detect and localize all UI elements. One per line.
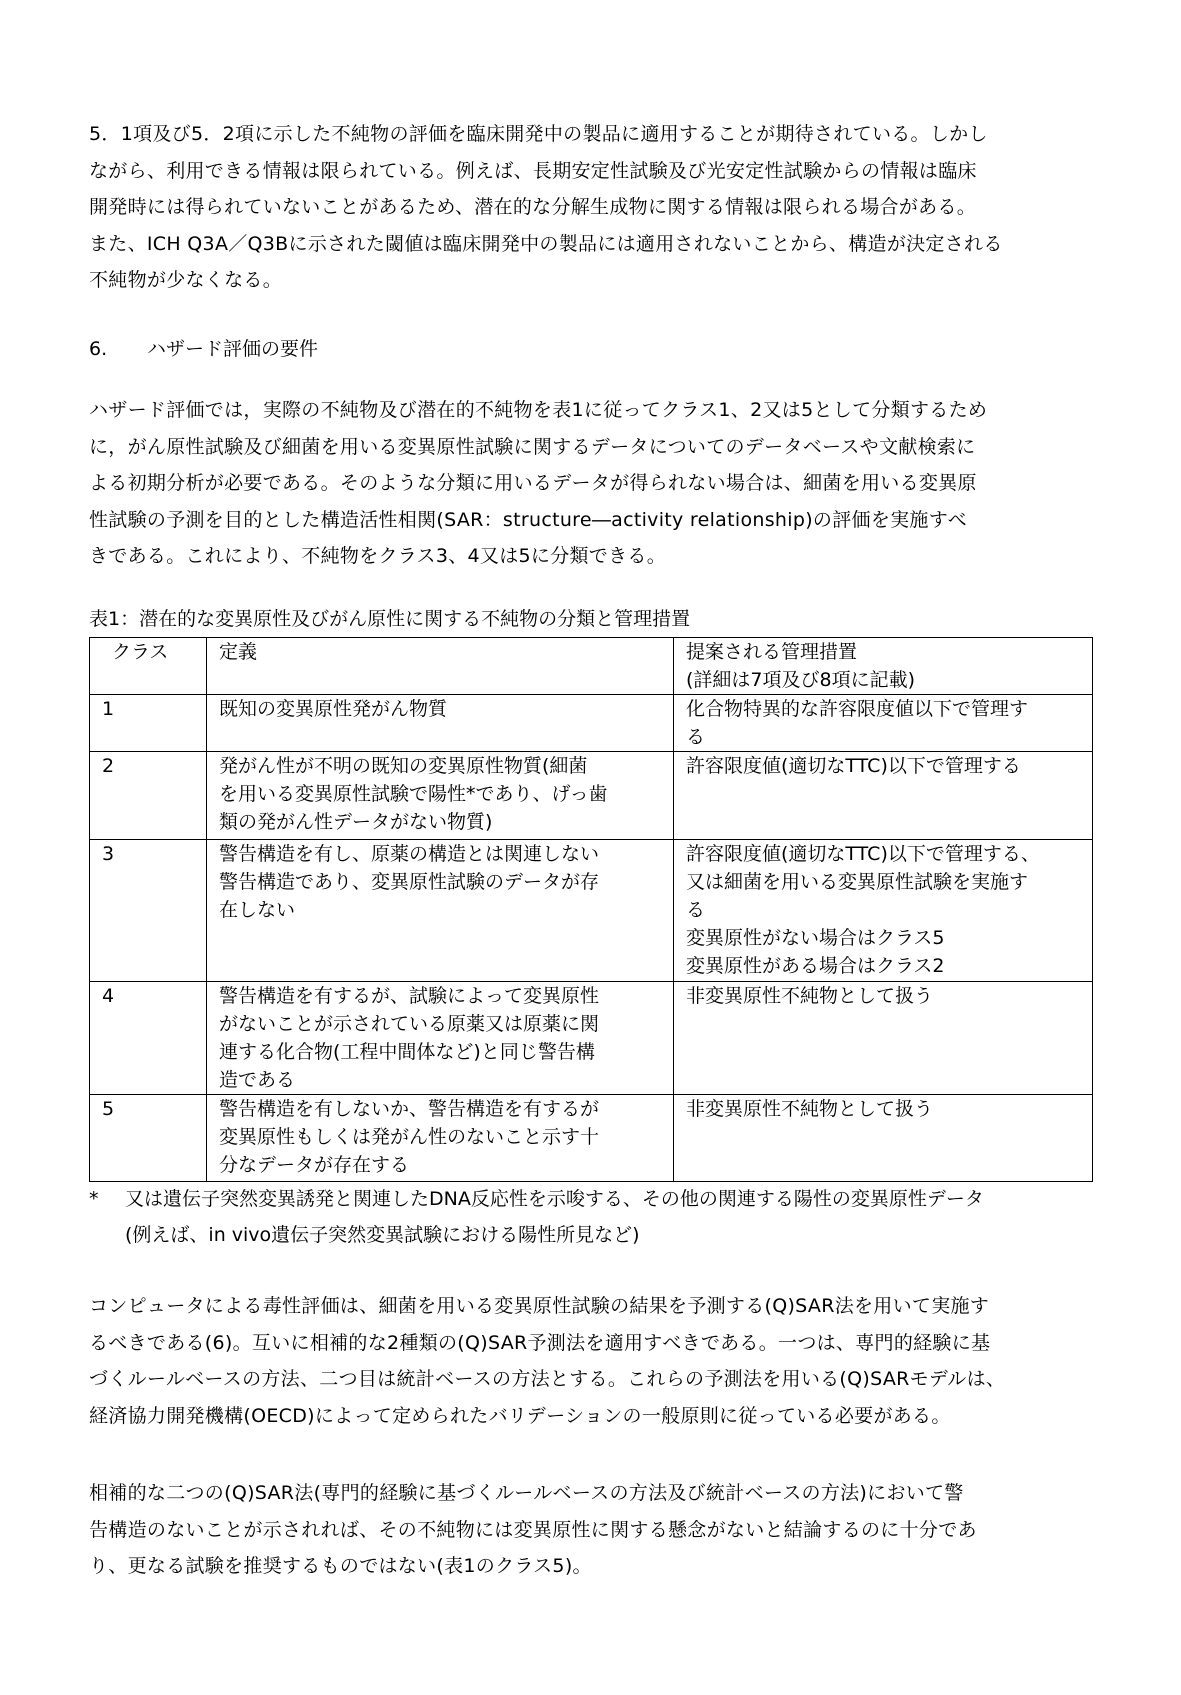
- qsar-paragraph: [89, 1288, 1099, 1434]
- footnote-line: (例えば、in vivo遺伝子突然変異試験における陽性所見など): [125, 1224, 640, 1246]
- class-cell: 2: [90, 752, 207, 840]
- cell-line: がないことが示されている原薬又は原薬に関: [219, 1013, 600, 1035]
- definition-cell: [207, 1095, 674, 1182]
- class-cell: 3: [90, 840, 207, 982]
- action-cell: [674, 695, 1093, 752]
- text-line: よる初期分析が必要である。そのような分類に用いるデータが得られない場合は、細菌を用いる変異原: [89, 472, 977, 494]
- table-row: [90, 982, 1093, 1095]
- header-action-line: 提案される管理措置: [686, 641, 858, 663]
- cell-line: 許容限度値(適切なTTC)以下で管理する: [686, 755, 1021, 777]
- cell-line: 警告構造であり、変異原性試験のデータが存: [219, 871, 600, 893]
- cell-line: 化合物特異的な許容限度値以下で管理す: [686, 698, 1029, 720]
- cell-line: 変異原性がない場合はクラス5: [686, 927, 945, 949]
- header-action: [674, 638, 1093, 695]
- text-line: づくルールベースの方法、二つ目は統計ベースの方法とする。これらの予測法を用いる(Q)SARモデルは、: [89, 1368, 1006, 1390]
- text-line: 不純物が少なくなる。: [89, 269, 283, 291]
- cell-line: 警告構造を有し、原薬の構造とは関連しない: [219, 843, 600, 865]
- table-row: [90, 752, 1093, 840]
- text-line: り、更なる試験を推奨するものではない(表1のクラス5)。: [89, 1555, 592, 1577]
- cell-line: 在しない: [219, 899, 296, 921]
- header-definition: 定義: [207, 638, 674, 695]
- definition-cell: [207, 695, 674, 752]
- cell-line: 類の発がん性データがない物質): [219, 811, 493, 833]
- definition-cell: [207, 840, 674, 982]
- table-caption: 表1：潜在的な変異原性及びがん原性に関する不純物の分類と管理措置: [89, 608, 691, 630]
- section-title: ハザード評価の要件: [147, 338, 319, 360]
- cell-line: 連する化合物(工程中間体など)と同じ警告構: [219, 1041, 595, 1063]
- section6-heading: [89, 331, 318, 367]
- cell-line: 既知の変異原性発がん物質: [219, 698, 448, 720]
- action-cell: [674, 840, 1093, 982]
- text-line: に，がん原性試験及び細菌を用いる変異原性試験に関するデータについてのデータベースや文献検索に: [89, 435, 976, 458]
- cell-line: 許容限度値(適切なTTC)以下で管理する、: [686, 843, 1040, 865]
- cell-line: 非変異原性不純物として扱う: [686, 1098, 934, 1120]
- cell-line: 分なデータが存在する: [219, 1154, 410, 1176]
- cell-line: 非変異原性不純物として扱う: [686, 985, 934, 1007]
- section-number: 6.: [89, 338, 108, 360]
- header-class: クラス: [90, 638, 207, 695]
- footnote-mark: *: [89, 1188, 99, 1210]
- text-line: 5．1項及び5．2項に示した不純物の評価を臨床開発中の製品に適用することが期待されている。しかし: [89, 123, 988, 145]
- action-cell: [674, 982, 1093, 1095]
- section5-paragraph: [89, 116, 1099, 299]
- text-line: 開発時には得られていないことがあるため、潜在的な分解生成物に関する情報は限られる場合がある。: [89, 196, 977, 218]
- classification-table: [89, 637, 1093, 1182]
- cell-line: を用いる変異原性試験で陽性*であり、げっ歯: [219, 783, 608, 805]
- text-line: また、ICH Q3A／Q3Bに示された閾値は臨床開発中の製品には適用されないことから、構造が決定される: [89, 232, 1003, 255]
- cell-line: 又は細菌を用いる変異原性試験を実施す: [686, 871, 1029, 893]
- cell-line: 警告構造を有するが、試験によって変異原性: [219, 985, 600, 1007]
- section6-paragraph: [89, 392, 1099, 575]
- class-cell: 4: [90, 982, 207, 1095]
- table-row: [90, 1095, 1093, 1182]
- text-line: ながら、利用できる情報は限られている。例えば、長期安定性試験及び光安定性試験からの情報は臨床: [89, 159, 977, 182]
- footnote-line: 又は遺伝子突然変異誘発と関連したDNA反応性を示唆する、その他の関連する陽性の変異原性データ: [125, 1188, 984, 1210]
- cell-line: 警告構造を有しないか、警告構造を有するが: [219, 1098, 600, 1120]
- table-row: [90, 695, 1093, 752]
- header-action-line: (詳細は7項及び8項に記載): [686, 669, 916, 691]
- text-line: 経済協力開発機構(OECD)によって定められたバリデーションの一般原則に従っている必要がある。: [89, 1404, 951, 1427]
- text-line: きである。これにより、不純物をクラス3、4又は5に分類できる。: [89, 545, 666, 567]
- definition-cell: [207, 982, 674, 1095]
- table-footnote: [89, 1181, 984, 1253]
- cell-line: 変異原性もしくは発がん性のないこと示す十: [219, 1126, 600, 1148]
- text-line: ハザード評価では，実際の不純物及び潜在的不純物を表1に従ってクラス1、2又は5として分類するため: [89, 399, 988, 421]
- class-cell: 1: [90, 695, 207, 752]
- action-cell: [674, 1095, 1093, 1182]
- text-line: 相補的な二つの(Q)SAR法(専門的経験に基づくルールベースの方法及び統計ベースの方法)において警: [89, 1482, 964, 1504]
- cell-line: 造である: [219, 1069, 296, 1091]
- cell-line: る: [686, 726, 706, 748]
- class-cell: 5: [90, 1095, 207, 1182]
- definition-cell: [207, 752, 674, 840]
- text-line: 告構造のないことが示されれば、その不純物には変異原性に関する懸念がないと結論するのに十分であ: [89, 1518, 977, 1541]
- table-header-row: [90, 638, 1093, 695]
- conclusion-paragraph: [89, 1475, 1099, 1585]
- cell-line: 発がん性が不明の既知の変異原性物質(細菌: [219, 755, 588, 777]
- text-line: 性試験の予測を目的とした構造活性相関(SAR：structure―activity relationship)の評価を実施すべ: [89, 508, 967, 531]
- text-line: るべきである(6)。互いに相補的な2種類の(Q)SAR予測法を適用すべきである。一つは、専門的経験に基: [89, 1331, 991, 1354]
- text-line: コンピュータによる毒性評価は、細菌を用いる変異原性試験の結果を予測する(Q)SAR法を用いて実施す: [89, 1295, 990, 1317]
- cell-line: る: [686, 899, 706, 921]
- action-cell: [674, 752, 1093, 840]
- cell-line: 変異原性がある場合はクラス2: [686, 955, 945, 977]
- table-row: [90, 840, 1093, 982]
